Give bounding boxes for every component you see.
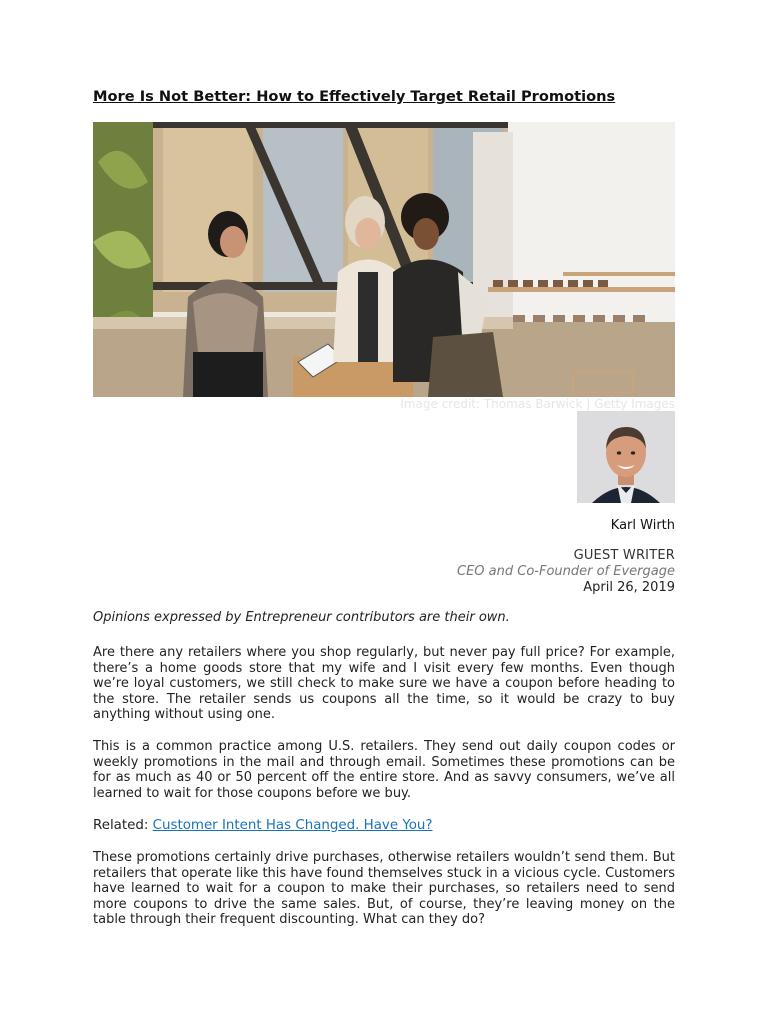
author-position: CEO and Co-Founder of Evergage bbox=[457, 564, 675, 579]
related-label: Related: bbox=[93, 818, 149, 833]
article-title[interactable]: More Is Not Better: How to Effectively Target Retail Promotions bbox=[93, 88, 616, 105]
author-details bbox=[457, 548, 675, 596]
author-avatar[interactable] bbox=[577, 411, 675, 503]
related-article bbox=[93, 818, 675, 834]
body-paragraph: This is a common practice among U.S. retailers. They send out daily coupon codes or weekly promotions in the mail and through email. Sometimes these promotions can be for as much as 40 or 50 percent off the entire store. And as savvy consumers, we’ve all learned to wait for those coupons before we buy. bbox=[93, 739, 675, 801]
hero-image bbox=[93, 122, 675, 397]
related-article-link[interactable]: Customer Intent Has Changed. Have You? bbox=[152, 818, 433, 833]
body-paragraph: Are there any retailers where you shop regularly, but never pay full price? For example, there’s a home goods store that my wife and I visit every few months. Even though we’re loyal customers, we still check to make sure we have a coupon before heading to the store. The retailer sends us coupons all the time, so it would be crazy to buy anything without using one. bbox=[93, 645, 675, 723]
author-name[interactable]: Karl Wirth bbox=[610, 518, 675, 533]
author-role: GUEST WRITER bbox=[573, 548, 675, 563]
image-credit: Image credit: Thomas Barwick | Getty Images bbox=[400, 397, 675, 411]
contributor-disclaimer: Opinions expressed by Entrepreneur contributors are their own. bbox=[93, 610, 510, 625]
publish-date: April 26, 2019 bbox=[583, 580, 675, 595]
body-paragraph: These promotions certainly drive purchases, otherwise retailers wouldn’t send them. But retailers that operate like this have found themselves stuck in a vicious cycle. Customers have learned to wait for a coupon to make their purchases, so retailers need to send more coupons to drive the same sales. But, of course, they’re leaving money on the table through their frequent discounting. What can they do? bbox=[93, 850, 675, 928]
